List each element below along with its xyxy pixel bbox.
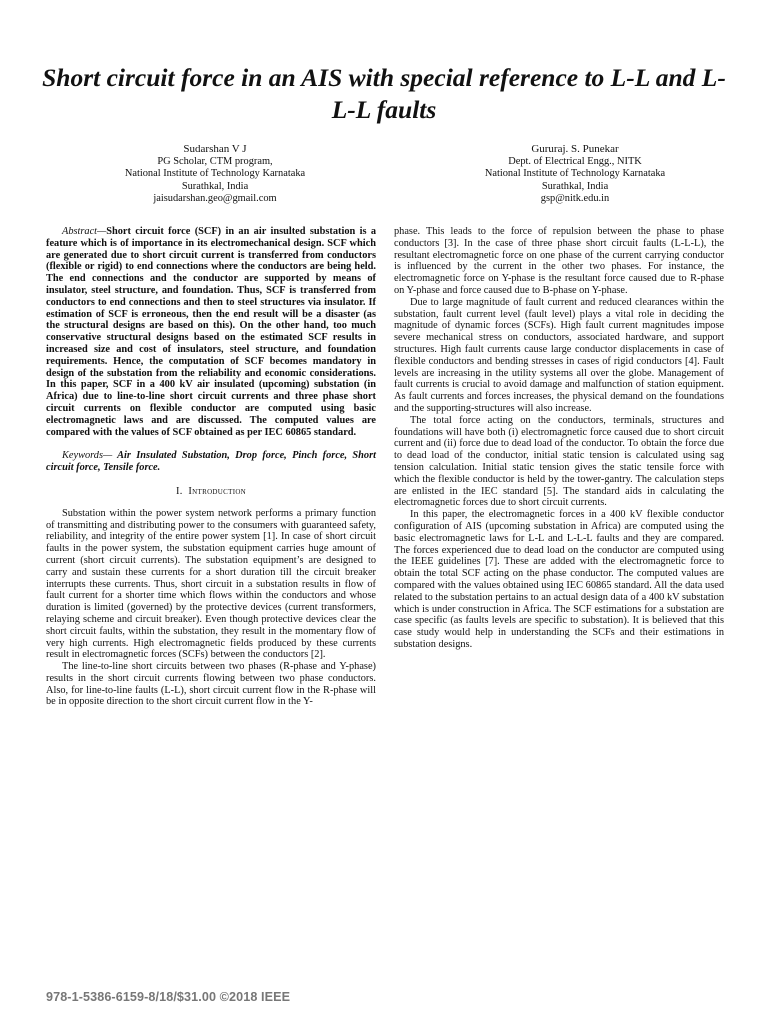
body-paragraph: In this paper, the electromagnetic forces in a 400 kV flexible conductor configuration of AIS (upcoming substation in Africa) are computed using the basic electromagnetic laws for L-L and L-L-L faults and they are compared. The forces experienced due to dead load on the conductor are computed using the IEEE guidelines [7]. These are added with the electromagnetic force to obtain the total SCF acting on the phase conductor. The computed values are compared with the values obtained using IEC 60865 standard. All the data used related to the substation pertains to an actual design data of a 400 kV substation which is under construction in Africa. The SCF estimations for a substation are case specific (as faults levels are specific to substation). It is believed that this case study would help in understanding the SCFs and their estimations in substation designs. (394, 509, 724, 650)
section-heading (46, 486, 376, 498)
abstract-text: Short circuit force (SCF) in an air insulted substation is a feature which is of importance in its electromechanical design. SCF which are generated due to short circuit current is transferred from conductors (flexible or rigid) to end connections where the conductors are being held. The end connections and the conductor are supported by means of insulator, steel structure, and foundation. Thus, SCF is transferred from conductors to end connections and then to steel structures via insulator. If estimation of SCF is erroneous, then the end result will be a disaster (as the structural designs are based on this). On the other hand, too much conservative structural designs based on the estimated SCF results in increased size and cost of insulators, steel structure, and foundation requirements. Hence, the computation of SCF becomes mandatory in design of the substation from the reliability and economic considerations. In this paper, SCF in a 400 kV air insulated (upcoming) substation (in Africa) due to line-to-line short circuit currents and three phase short circuit currents on flexible conductor are computed using basic electromagnetic laws and are discussed. The computed values are compared with the values of SCF obtained as per IEC 60865 standard. (46, 226, 376, 438)
author-block-1 (60, 143, 370, 206)
author-institution: National Institute of Technology Karnataka (124, 168, 306, 179)
abstract (46, 226, 376, 438)
author-role: Dept. of Electrical Engg., NITK (508, 155, 642, 167)
body-paragraph: The line-to-line short circuits between two phases (R-phase and Y-phase) results in the short circuit currents flowing between two phase conductors. Also, for line-to-line faults (L-L), short circuit current flow in the R-phase will be in opposite direction to the short circuit current flow in the Y- (46, 661, 376, 708)
body-paragraph: The total force acting on the conductors, terminals, structures and foundations will have both (i) electromagnetic force caused due to short circuit current and (ii) force due to dead load of the conductor. To obtain the force due to dead load of the conductor, initial static tension is calculated using sag tension calculation. Initial static tension gives the static tensile force with which the flexible conductor is held by the tower-gantry. The calculation steps are enlisted in the IEC standard [5]. The standard aids in calculating the electromagnetic forces due to short circuit currents. (394, 414, 724, 509)
author-location: Surathkal, India (541, 180, 609, 192)
keywords-lead: Keywords— (62, 450, 113, 462)
section-title: Introduction (188, 485, 247, 497)
copyright-footer: 978-1-5386-6159-8/18/$31.00 ©2018 IEEE (46, 990, 291, 1004)
paper-title: Short circuit force in an AIS with special reference to L-L and L-L-L faults (42, 63, 726, 124)
body-paragraph: Substation within the power system network performs a primary function of transmitting and distributing power to the consumers with guaranteed safety, reliability, and integrity of the entire power system [1]. In case of short circuit faults in the power system, the substation equipment carries huge amount of current (short circuit currents). The substation equipment’s are designed to carry and sustain these currents for a short duration till the circuit breaker interrupts these currents. Thus, short circuit in a substation results in flow of fault current for a shorter time which flows within the conductors and whose duration is limited (governed) by the protective devices (current transformers, relaying scheme and circuit breaker). Even though protective devices clear the short circuit faults, within the substation, they result in the momentary flow of very high currents. High electromagnetic fields produced by these currents result in electromagnetic forces (SCFs) between the conductors [2]. (46, 507, 376, 661)
section-numeral: I. (175, 485, 183, 497)
keywords-text: Air Insulated Substation, Drop force, Pinch force, Short circuit force, Tensile force. (46, 450, 376, 474)
keywords (46, 450, 376, 474)
abstract-lead: Abstract— (62, 226, 107, 237)
author-email: jaisudarshan.geo@gmail.com (153, 193, 277, 204)
author-name: Sudarshan V J (183, 143, 247, 155)
body-paragraph: phase. This leads to the force of repulsion between the phase to phase conductors [3]. In the case of three phase short circuit faults (L-L-L), the resultant electromagnetic force on one phase of the current carrying conductor is influenced by the current in the other two phases. For instance, the electromagnetic force on Y-phase is the resultant force caused due to R-phase on Y-phase and force caused due to B-phase on Y-phase. (394, 226, 724, 296)
author-institution: National Institute of Technology Karnataka (484, 168, 666, 179)
body-paragraph: Due to large magnitude of fault current and reduced clearances within the substation, fault current level (fault level) plays a vital role in deciding the magnitude of dynamic forces (SCFs). High fault current magnitudes impose severe mechanical stress on conductors, associated hardware, and support structures. High fault currents cause large conductor displacements in case of flexible conductors and bending stresses in cases of rigid conductors [4]. Fault levels are increasing in the utility systems all over the globe. Management of fault currents is crucial to avoid damage and malfunction of station equipment. As fault currents and forces increases, the physical demand on the foundations and the supporting-structures will also increase. (394, 296, 724, 414)
author-email: gsp@nitk.edu.in (540, 193, 610, 204)
author-role: PG Scholar, CTM program, (157, 155, 273, 167)
author-location: Surathkal, India (181, 180, 249, 192)
author-block-2 (410, 143, 740, 206)
right-column (394, 226, 724, 651)
author-name: Gururaj. S. Punekar (531, 143, 619, 155)
left-column (46, 226, 376, 708)
